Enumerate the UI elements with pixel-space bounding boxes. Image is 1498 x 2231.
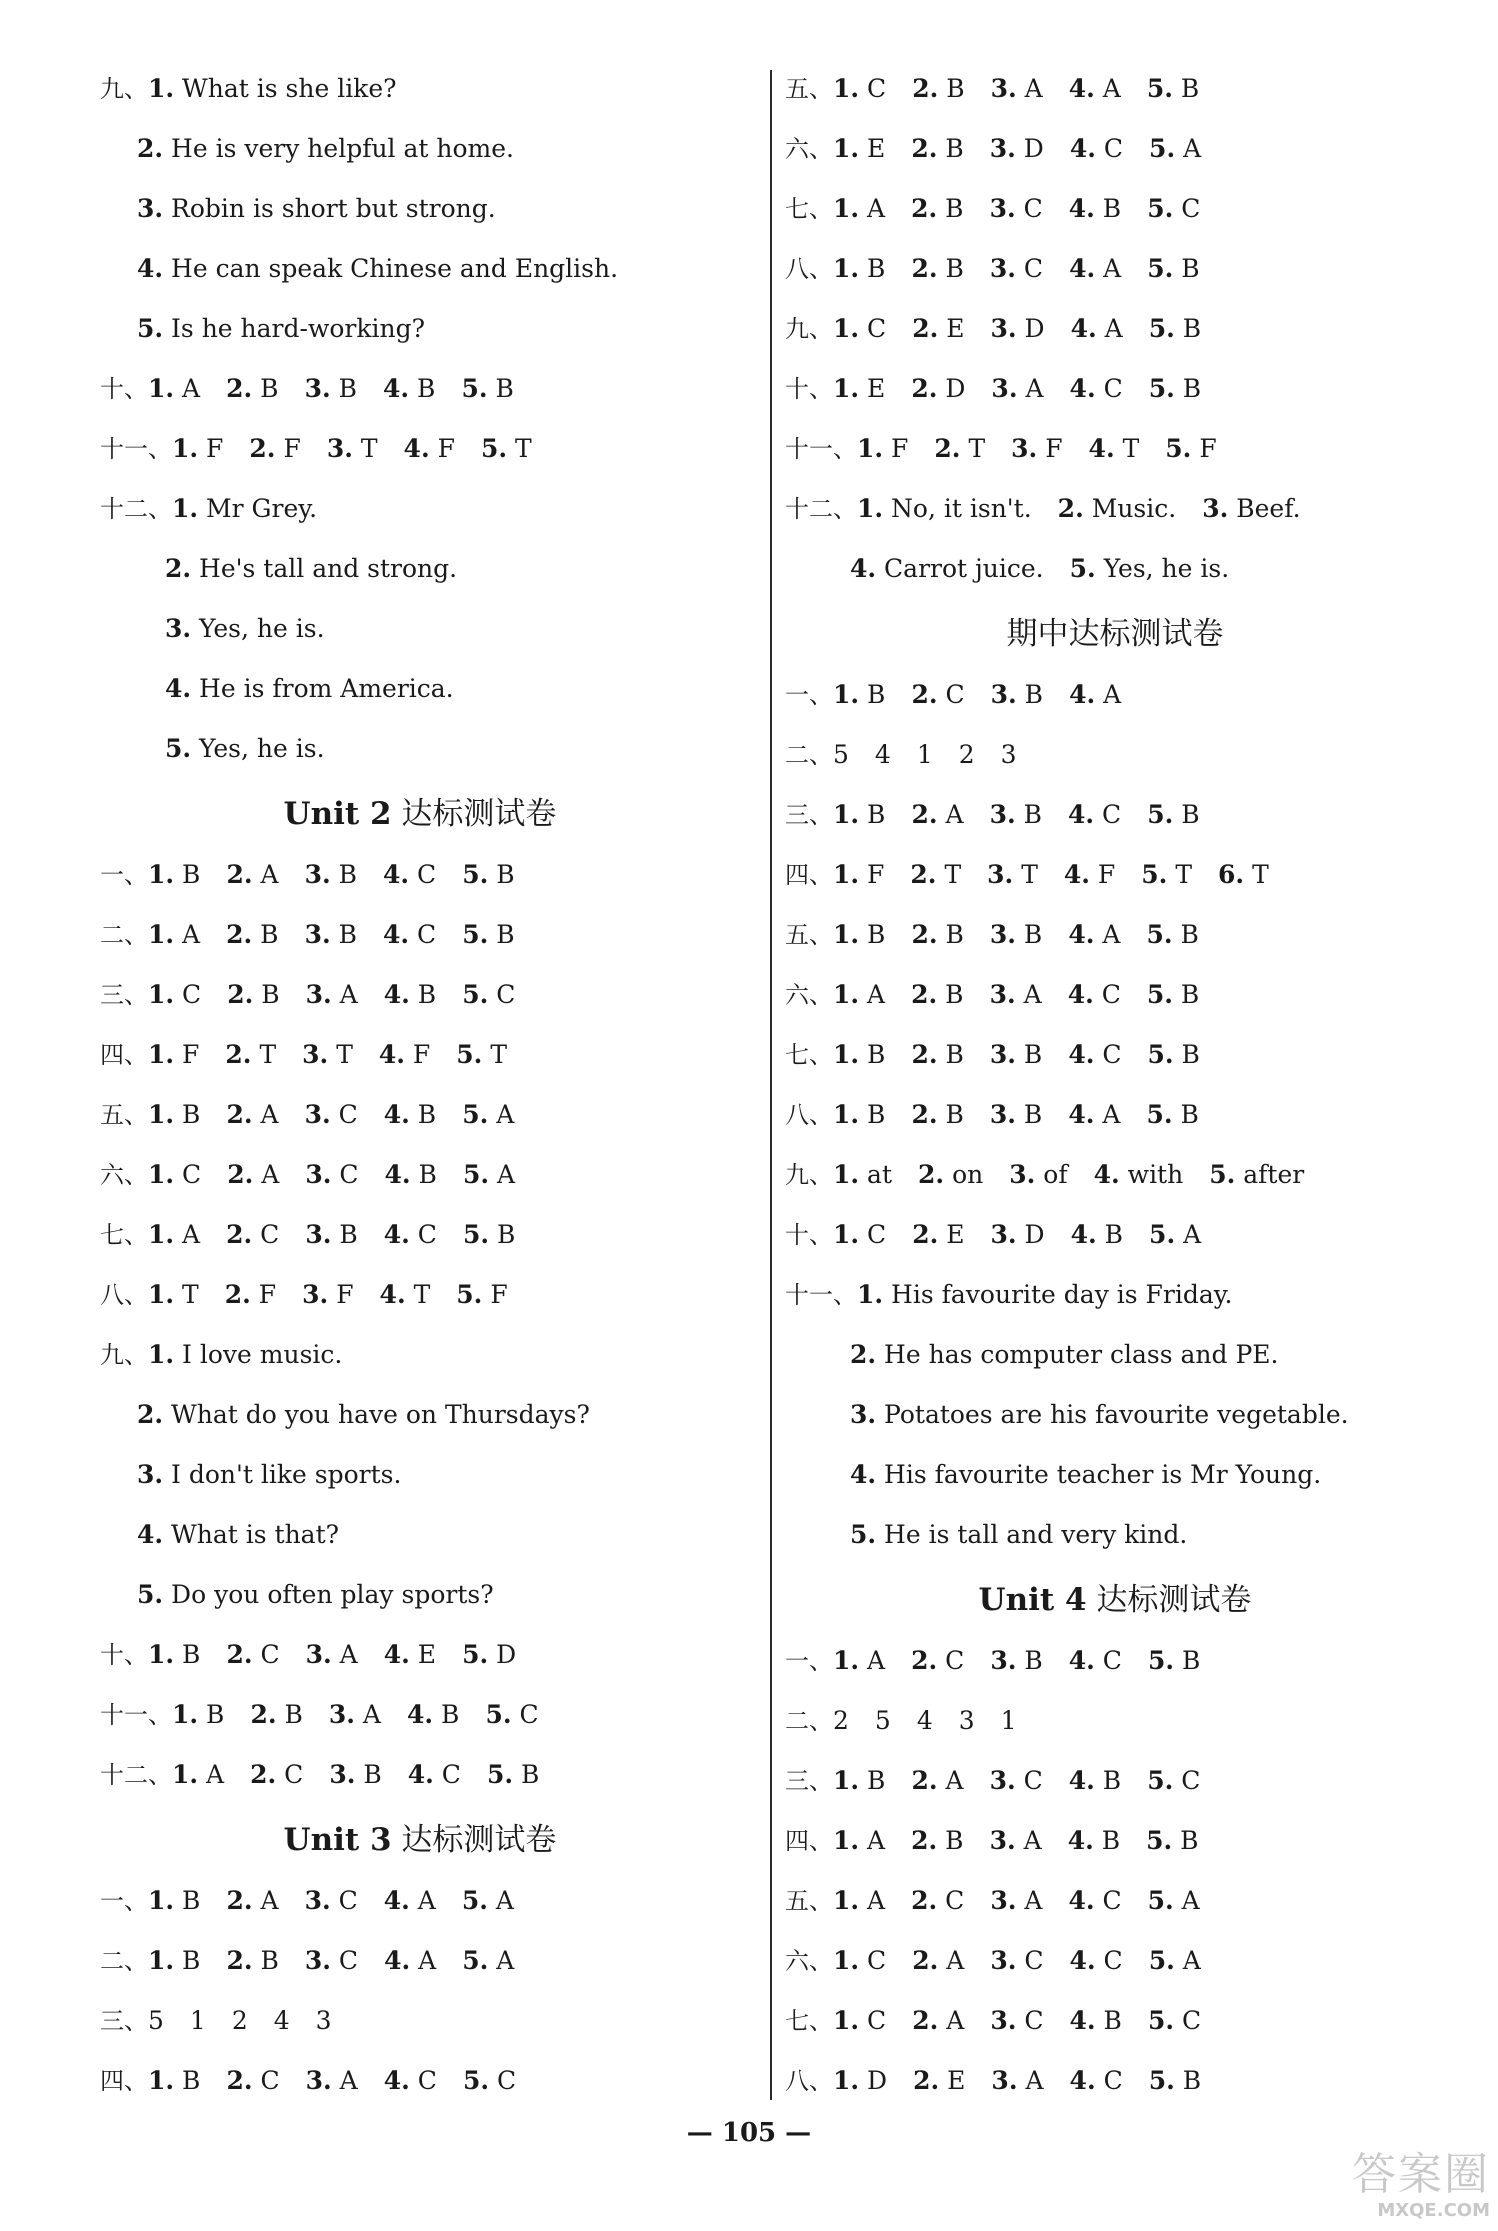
answer-line: 九、1. I love music. (100, 1340, 343, 1369)
answer-line: 一、1. B 2. A 3. C 4. A 5. A (100, 1886, 514, 1915)
watermark-logo (1310, 2150, 1490, 2226)
answer-line: 一、1. B 2. C 3. B 4. A (785, 680, 1122, 709)
answer-line: 十一、1. F 2. T 3. F 4. T 5. F (785, 434, 1217, 463)
answer-line: 五、1. B 2. A 3. C 4. B 5. A (100, 1100, 515, 1129)
answer-line: 七、1. A 2. B 3. C 4. B 5. C (785, 194, 1201, 223)
watermark-url: MXQE.COM (1377, 2200, 1490, 2221)
answer-line: 五、1. C 2. B 3. A 4. A 5. B (785, 74, 1200, 103)
answer-line: 5. Is he hard-working? (137, 314, 426, 343)
answer-line: 十、1. A 2. B 3. B 4. B 5. B (100, 374, 514, 403)
answer-line: 八、1. T 2. F 3. F 4. T 5. F (100, 1280, 508, 1309)
answer-line: 十一、1. B 2. B 3. A 4. B 5. C (100, 1700, 539, 1729)
answer-line: 八、1. D 2. E 3. A 4. C 5. B (785, 2066, 1202, 2095)
answer-line: 六、1. C 2. A 3. C 4. C 5. A (785, 1946, 1201, 1975)
answer-line: 2. He has computer class and PE. (850, 1340, 1279, 1369)
answer-line: 四、1. A 2. B 3. A 4. B 5. B (785, 1826, 1199, 1855)
answer-line: 二、1. A 2. B 3. B 4. C 5. B (100, 920, 515, 949)
answer-line: 二、2 5 4 3 1 (785, 1706, 1017, 1735)
section-heading-unit-3: Unit 3 达标测试卷 (283, 1822, 557, 1858)
column-divider (770, 70, 772, 2100)
answer-line: 六、1. E 2. B 3. D 4. C 5. A (785, 134, 1202, 163)
answer-line: 2. What do you have on Thursdays? (137, 1400, 590, 1429)
answer-line: 一、1. B 2. A 3. B 4. C 5. B (100, 860, 515, 889)
answer-line: 5. Yes, he is. (165, 734, 325, 763)
answer-line: 九、1. at 2. on 3. of 4. with 5. after (785, 1160, 1305, 1189)
answer-line: 五、1. B 2. B 3. B 4. A 5. B (785, 920, 1199, 949)
answer-line: 六、1. C 2. A 3. C 4. B 5. A (100, 1160, 516, 1189)
answer-line: 七、1. A 2. C 3. B 4. C 5. B (100, 1220, 516, 1249)
answer-line: 4. He can speak Chinese and English. (137, 254, 619, 283)
answer-line: 十二、1. A 2. C 3. B 4. C 5. B (100, 1760, 540, 1789)
answer-line: 五、1. A 2. C 3. A 4. C 5. A (785, 1886, 1200, 1915)
answer-line: 4. He is from America. (165, 674, 454, 703)
section-heading-midterm: 期中达标测试卷 (1006, 616, 1224, 652)
answer-line: 4. What is that? (137, 1520, 340, 1549)
answer-line: 八、1. B 2. B 3. C 4. A 5. B (785, 254, 1200, 283)
answer-line: 十一、1. F 2. F 3. T 4. F 5. T (100, 434, 532, 463)
section-heading-unit-4: Unit 4 达标测试卷 (978, 1582, 1252, 1618)
answer-line: 4. His favourite teacher is Mr Young. (850, 1460, 1322, 1489)
answer-line: 六、1. A 2. B 3. A 4. C 5. B (785, 980, 1200, 1009)
answer-line: 九、1. C 2. E 3. D 4. A 5. B (785, 314, 1202, 343)
answer-line: 八、1. B 2. B 3. B 4. A 5. B (785, 1100, 1199, 1129)
answer-line: 2. He's tall and strong. (165, 554, 458, 583)
answer-line: 三、1. B 2. A 3. C 4. B 5. C (785, 1766, 1201, 1795)
watermark-text: 答案圈 (1352, 2149, 1490, 2200)
section-heading-unit-2: Unit 2 达标测试卷 (283, 796, 557, 832)
answer-line: 3. I don't like sports. (137, 1460, 402, 1489)
answer-line: 十、1. E 2. D 3. A 4. C 5. B (785, 374, 1202, 403)
answer-line: 三、1. C 2. B 3. A 4. B 5. C (100, 980, 516, 1009)
answer-line: 七、1. C 2. A 3. C 4. B 5. C (785, 2006, 1202, 2035)
answer-line: 4. Carrot juice. 5. Yes, he is. (850, 554, 1230, 583)
answer-line: 三、1. B 2. A 3. B 4. C 5. B (785, 800, 1200, 829)
answer-line: 四、1. F 2. T 3. T 4. F 5. T 6. T (785, 860, 1269, 889)
answer-line: 十二、1. Mr Grey. (100, 494, 318, 523)
answer-line: 二、1. B 2. B 3. C 4. A 5. A (100, 1946, 515, 1975)
answer-line: 3. Potatoes are his favourite vegetable. (850, 1400, 1349, 1429)
answer-line: 十、1. B 2. C 3. A 4. E 5. D (100, 1640, 517, 1669)
answer-line: 2. He is very helpful at home. (137, 134, 515, 163)
answer-line: 5. He is tall and very kind. (850, 1520, 1188, 1549)
answer-line: 3. Yes, he is. (165, 614, 325, 643)
answer-line: 七、1. B 2. B 3. B 4. C 5. B (785, 1040, 1200, 1069)
answer-line: 3. Robin is short but strong. (137, 194, 496, 223)
answer-line: 四、1. F 2. T 3. T 4. F 5. T (100, 1040, 508, 1069)
answer-line: 一、1. A 2. C 3. B 4. C 5. B (785, 1646, 1201, 1675)
answer-line: 三、5 1 2 4 3 (100, 2006, 332, 2035)
answer-line: 十、1. C 2. E 3. D 4. B 5. A (785, 1220, 1202, 1249)
answer-line: 5. Do you often play sports? (137, 1580, 494, 1609)
answer-line: 十二、1. No, it isn't. 2. Music. 3. Beef. (785, 494, 1301, 523)
answer-line: 九、1. What is she like? (100, 74, 397, 103)
answer-line: 十一、1. His favourite day is Friday. (785, 1280, 1233, 1309)
answer-line: 四、1. B 2. C 3. A 4. C 5. C (100, 2066, 517, 2095)
page-number: — 105 — (686, 2118, 812, 2148)
answer-line: 二、5 4 1 2 3 (785, 740, 1017, 769)
